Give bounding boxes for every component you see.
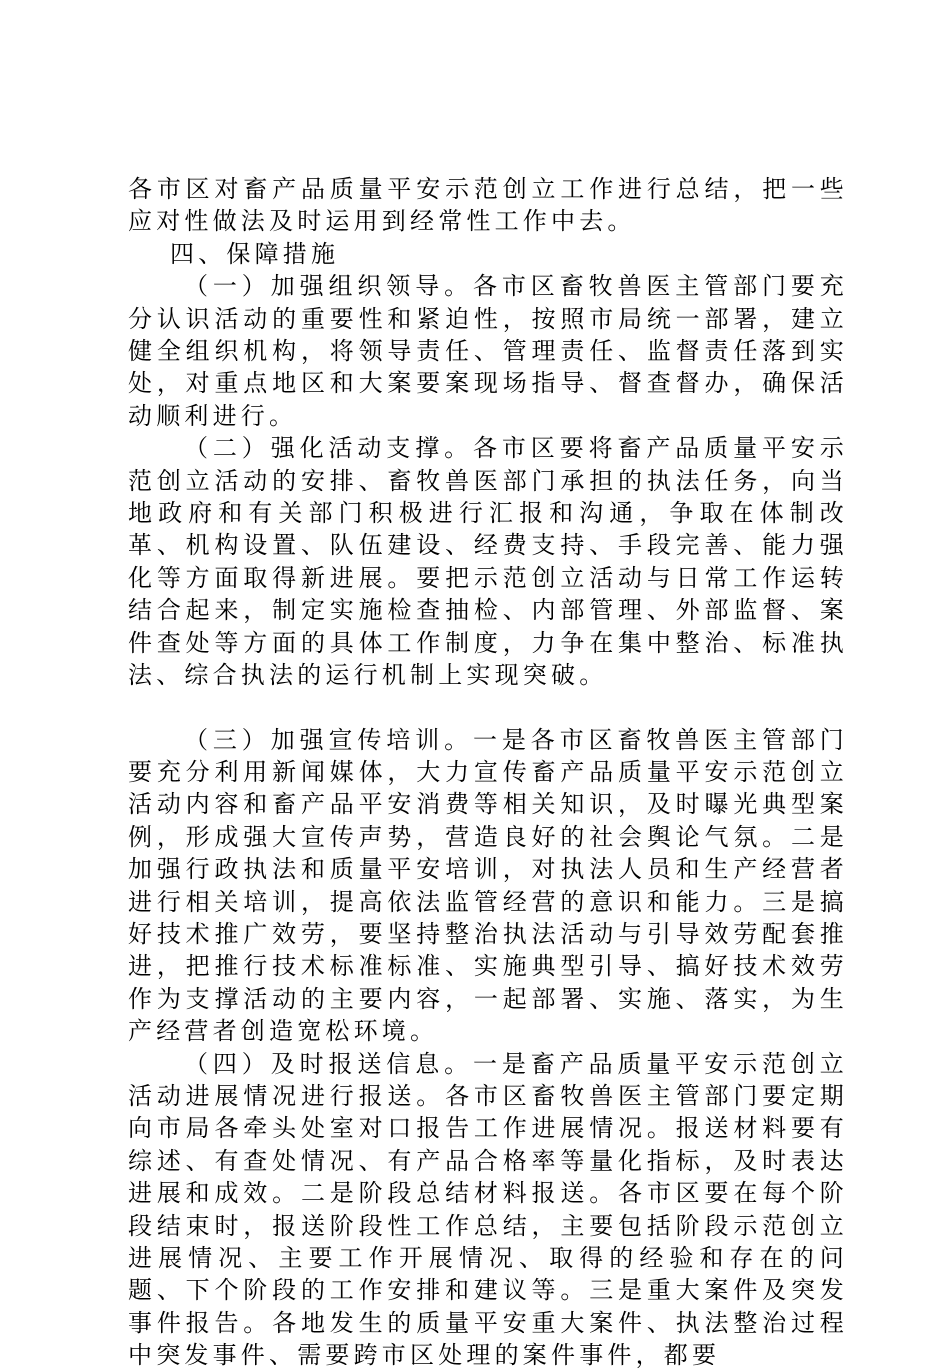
paragraph-publicity-training: （三）加强宣传培训。一是各市区畜牧兽医主管部门要充分利用新闻媒体，大力宣传畜产品质量平安示范创立活动内容和畜产品平安消费等相关知识，及时曝光典型案例，形成强大宣传声势，营造良好的社会舆论气氛。二是加强行政执法和质量平安培训，对执法人员和生产经营者进行相关培训，提高依法监管经营的意识和能力。三是搞好技术推广效劳，要坚持整治执法活动与引导效劳配套推进，把推行技术标准标准、实施典型引导、搞好技术效劳作为支撑活动的主要内容，一起部署、实施、落实，为生产经营者创造宽松环境。: [128, 725, 848, 1046]
blank-line: [128, 692, 848, 724]
section-heading-safeguards: 四、保障措施: [170, 239, 340, 268]
paragraph-activity-support: （二）强化活动支撑。各市区要将畜产品质量平安示范创立活动的安排、畜牧兽医部门承担的执法任务，向当地政府和有关部门积极进行汇报和沟通，争取在体制改革、机构设置、队伍建设、经费支持、手段完善、能力强化等方面取得新进展。要把示范创立活动与日常工作运转结合起来，制定实施检查抽检、内部管理、外部监督、案件查处等方面的具体工作制度，力争在集中整治、标准执法、综合执法的运行机制上实现突破。: [128, 434, 848, 690]
paragraph-information-reporting: （四）及时报送信息。一是畜产品质量平安示范创立活动进展情况进行报送。各市区畜牧兽医主管部门要定期向市局各牵头处室对口报告工作进展情况。报送材料要有综述、有查处情况、有产品合格率等量化指标，及时表达进展和成效。二是阶段总结材料报送。各市区要在每个阶段结束时，报送阶段性工作总结，主要包括阶段示范创立进展情况、主要工作开展情况、取得的经验和存在的问题、下个阶段的工作安排和建议等。三是重大案件及突发事件报告。各地发生的质量平安重大案件、执法整治过程中突发事件、需要跨市区处理的案件事件，都要: [128, 1049, 848, 1370]
paragraph-organization-leadership: （一）加强组织领导。各市区畜牧兽医主管部门要充分认识活动的重要性和紧迫性，按照市局统一部署，建立健全组织机构，将领导责任、管理责任、监督责任落到实处，对重点地区和大案要案现场指导、督查督办，确保活动顺利进行。: [128, 272, 848, 430]
paragraph-continuation: 各市区对畜产品质量平安示范创立工作进行总结，把一些应对性做法及时运用到经常性工作中去。: [128, 175, 848, 236]
document-body: [128, 173, 848, 1372]
